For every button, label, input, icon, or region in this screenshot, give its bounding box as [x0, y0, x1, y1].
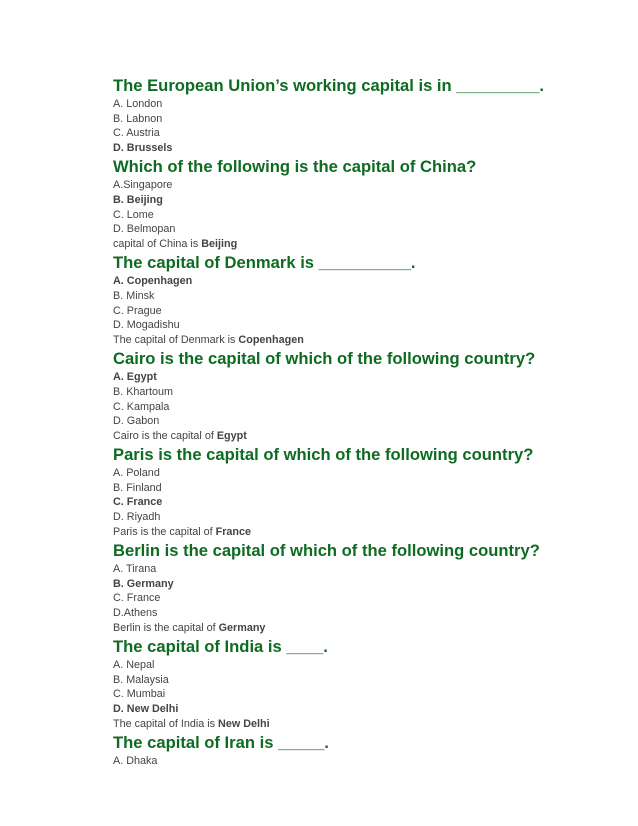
option-a: A. Nepal: [113, 659, 155, 672]
question-block: [113, 443, 613, 539]
question-text: Berlin is the capital of which of the following country?: [113, 541, 540, 561]
answer-value: Germany: [218, 621, 266, 634]
answer-value: Copenhagen: [238, 333, 304, 346]
answer-explanation: [113, 429, 613, 444]
option-c: C. France: [113, 496, 163, 509]
option-b: B. Beijing: [113, 193, 163, 206]
answer-value: Beijing: [201, 237, 238, 250]
answer-prefix: Berlin is the capital of: [113, 621, 219, 634]
option-a: A. Egypt: [113, 371, 157, 384]
option-d: D. Gabon: [113, 415, 160, 428]
answer-prefix: The capital of Denmark is: [113, 333, 239, 346]
question-text: Cairo is the capital of which of the following country?: [113, 349, 536, 369]
question-text: Paris is the capital of which of the following country?: [113, 445, 534, 465]
option-c: C. Mumbai: [113, 688, 166, 701]
option-b: B. Labnon: [113, 112, 163, 125]
option-a: A. Copenhagen: [113, 275, 193, 288]
question-text: The capital of Iran is _____.: [113, 733, 329, 753]
question-text: The capital of Denmark is __________.: [113, 253, 416, 273]
answer-explanation: [113, 333, 613, 348]
answer-value: New Delhi: [218, 717, 270, 730]
option-a: A.Singapore: [113, 179, 173, 192]
answer-prefix: The capital of India is: [113, 717, 219, 730]
question-block: [113, 635, 613, 731]
question-block: [113, 74, 613, 155]
answer-value: France: [215, 525, 252, 538]
option-b: B. Malaysia: [113, 673, 169, 686]
question-text: The capital of India is ____.: [113, 637, 328, 657]
option-b: B. Germany: [113, 577, 174, 590]
answer-value: Egypt: [216, 429, 247, 442]
option-d: D. Belmopan: [113, 223, 176, 236]
answer-explanation: [113, 717, 613, 732]
question-block: [113, 731, 613, 769]
option-c: C. Austria: [113, 127, 160, 140]
option-a: A. Poland: [113, 467, 160, 480]
option-b: B. Finland: [113, 481, 162, 494]
option-c: C. France: [113, 592, 161, 605]
answer-explanation: [113, 237, 613, 252]
option-b: B. Minsk: [113, 289, 155, 302]
question-text: Which of the following is the capital of China?: [113, 157, 477, 177]
option-a: A. Dhaka: [113, 755, 158, 768]
question-text: The European Union’s working capital is in _________.: [113, 76, 544, 95]
question-block: [113, 155, 613, 251]
option-d: D. Riyadh: [113, 511, 161, 524]
option-b: B. Khartoum: [113, 385, 174, 398]
answer-explanation: [113, 525, 613, 540]
answer-prefix: capital of China is: [113, 237, 202, 250]
question-block: [113, 539, 613, 635]
answer-prefix: Paris is the capital of: [113, 525, 216, 538]
answer-prefix: Cairo is the capital of: [113, 429, 217, 442]
question-block: [113, 347, 613, 443]
option-d: D. Brussels: [113, 141, 173, 154]
option-d: D.Athens: [113, 607, 158, 620]
option-a: A. London: [113, 98, 163, 110]
option-d: D. Mogadishu: [113, 319, 180, 332]
answer-explanation: [113, 621, 613, 636]
option-d: D. New Delhi: [113, 703, 179, 715]
option-c: C. Prague: [113, 304, 162, 317]
quiz-page: [113, 74, 613, 769]
question-block: [113, 251, 613, 347]
option-c: C. Lome: [113, 208, 154, 221]
option-a: A. Tirana: [113, 563, 157, 576]
option-c: C. Kampala: [113, 400, 170, 413]
